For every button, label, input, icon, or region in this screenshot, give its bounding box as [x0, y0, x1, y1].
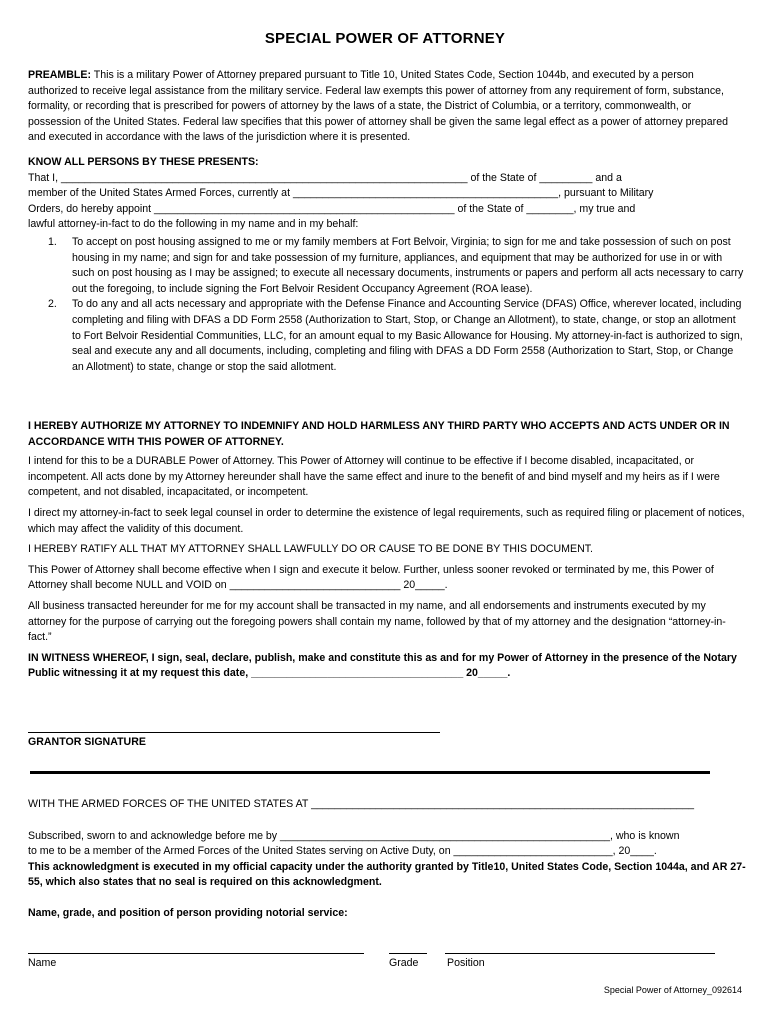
ratify-paragraph: I HEREBY RATIFY ALL THAT MY ATTORNEY SHALL LAWFULLY DO OR CAUSE TO BE DONE BY THIS DOCUMENT. [28, 543, 593, 556]
body-top [28, 68, 746, 375]
effective-paragraph: This Power of Attorney shall become effective when I sign and execute it below. Further, unless sooner revoked or terminated by me, this Power of Attorney shall become NULL and VOID on _____________________________ 20_____. [28, 563, 714, 592]
notary-name-label: Name [28, 957, 57, 969]
preamble-text: This is a military Power of Attorney prepared pursuant to Title 10, United States Code, Section 1044b, and executed by a person authorized to receive legal assistance from the military service. Federal law exempts this power of attorney from any requirement of form, substance, formality, or recording that is prescribed for powers of attorney by the laws of a state, the District of Columbia, or a territory, commonwealth, or possession of the United States. Federal law specifies that this power of attorney shall be given the same legal effect as a power of attorney prepared and executed in accordance with the laws of the jurisdiction where it is presented. [28, 69, 728, 144]
power-text: To accept on post housing assigned to me or my family members at Fort Belvoir, Virginia; to sign for me and take possession of such on post housing in my name; and sign for and take possession of my furniture, appliances, and equipment that may be authorized for use in or with such on post housing as I may be assigned; to execute all necessary documents, instruments or papers and perform all acts necessary to carry out the foregoing, to include signing the Fort Belvoir Resident Occupancy Agreement (ROA lease). [72, 235, 744, 295]
know-all-line-2: member of the United States Armed Forces, currently at _____________________________________________, pursuant to Military [28, 187, 654, 200]
preamble-label: PREAMBLE: [28, 69, 91, 81]
know-all-line-3: Orders, do hereby appoint ___________________________________________________ of the State of ________, my true and [28, 202, 636, 215]
document-title: SPECIAL POWER OF ATTORNEY [264, 30, 506, 47]
power-item [28, 235, 746, 297]
know-all-line-4: lawful attorney-in-fact to do the following in my name and in my behalf: [28, 218, 359, 231]
power-item [28, 297, 746, 375]
know-all-line-1: That I, _____________________________________________________________________ of the State of _________ and a [28, 171, 622, 184]
armed-forces-line: WITH THE ARMED FORCES OF THE UNITED STATES AT _________________________________________________________________ [28, 798, 695, 810]
notary-position-line[interactable] [445, 953, 715, 954]
indemnify-paragraph: I HEREBY AUTHORIZE MY ATTORNEY TO INDEMNIFY AND HOLD HARMLESS ANY THIRD PARTY WHO ACCEPTS AND ACTS UNDER OR IN ACCORDANCE WITH THIS POWER OF ATTORNEY. [28, 420, 730, 448]
notary-section [28, 797, 746, 922]
subscribed-line-2: to me to be a member of the Armed Forces of the United States serving on Active Duty, on ___________________________, 20____. [28, 845, 657, 858]
section-divider [30, 771, 710, 774]
power-text: To do any and all acts necessary and appropriate with the Defense Finance and Accounting Service (DFAS) Office, wherever located, including completing and filing with DFAS a DD Form 2558 (Authorization to Start, Stop, or Change an Allotment), to state, change, or stop an allotment to Fort Belvoir Residential Communities, LLC, for an amount equal to my Basic Allowance for Housing. My attorney-in-fact is authorized to sign, seal and execute any and all documents, including, completing and filing with DFAS a DD Form 2558 (Authorization to Start, Stop, or Change an Allotment) to state, change or stop the said allotment. [72, 298, 743, 373]
notary-heading: Name, grade, and position of person providing notorial service: [28, 906, 348, 919]
subscribed-line-1: Subscribed, sworn to and acknowledge before me by ________________________________________________________, who is known [28, 829, 680, 842]
grantor-signature-label: GRANTOR SIGNATURE [28, 736, 146, 748]
preamble-paragraph [28, 68, 746, 146]
durable-paragraph: I intend for this to be a DURABLE Power of Attorney. This Power of Attorney will continue to be effective if I become disabled, incapacitated, or incompetent. All acts done by my Attorney hereunder shall have the same effect and inure to the benefit of and bind myself and my heirs as if I were competent, and not disabled, incapacitated, or incompetent. [28, 455, 720, 499]
power-number: 2. [48, 298, 57, 311]
notary-position-label: Position [447, 957, 485, 969]
notary-name-line[interactable] [28, 953, 364, 954]
witness-paragraph: IN WITNESS WHEREOF, I sign, seal, declare, publish, make and constitute this as and for my Power of Attorney in the presence of the Notary Public witnessing it at my request this date, ____________________________________ 20_____. [28, 651, 737, 680]
body-middle [28, 419, 746, 682]
acknowledgment-paragraph: This acknowledgment is executed in my official capacity under the authority granted by Title10, United States Code, Section 1044a, and AR 27-55, which also states that no seal is required on this acknowledgment. [28, 860, 746, 889]
business-paragraph: All business transacted hereunder for me for my account shall be transacted in my name, and all endorsements and instruments executed by my attorney for the purpose of carrying out the foregoing powers shall contain my name, followed by that of my attorney and the designation “attorney-in-fact.” [28, 599, 726, 644]
power-number: 1. [48, 235, 57, 248]
powers-list [28, 235, 746, 375]
footer-form-id: Special Power of Attorney_092614 [603, 985, 742, 995]
notary-grade-label: Grade [389, 957, 419, 969]
counsel-paragraph: I direct my attorney-in-fact to seek legal counsel in order to determine the existence of legal requirements, such as required filing or placement of notices, which may affect the validity of this document. [28, 506, 745, 535]
grantor-signature-line[interactable] [28, 732, 440, 733]
know-all-heading: KNOW ALL PERSONS BY THESE PRESENTS: [28, 155, 259, 168]
notary-grade-line[interactable] [389, 953, 427, 954]
